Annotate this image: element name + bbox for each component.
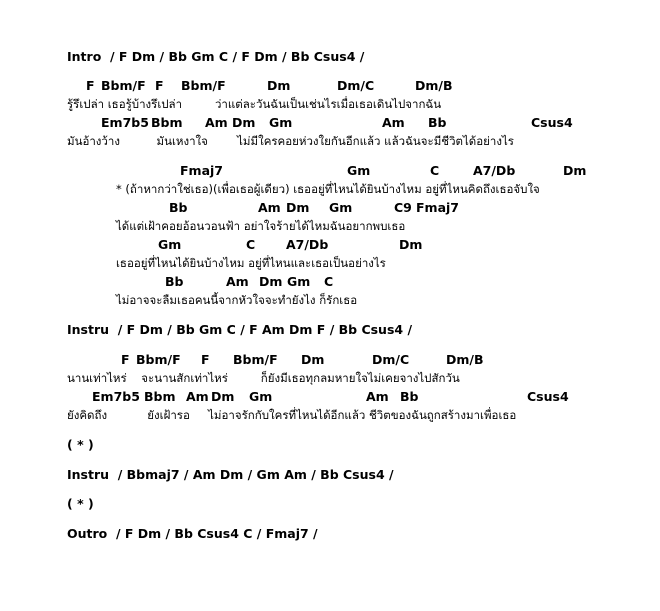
chord: Am [366,389,389,404]
chord: Gm [287,274,311,289]
outro-line: Outro / F Dm / Bb Csus4 C / Fmaj7 / [67,526,318,541]
chord: Bbm [144,389,176,404]
chord: Dm [286,200,310,215]
chord: Am [382,115,405,130]
instru-line: Instru / Bbmaj7 / Am Dm / Gm Am / Bb Csus4 / [67,467,394,482]
chord: Dm [232,115,256,130]
chord: Bb [428,115,447,130]
chord: Gm [249,389,273,404]
chord: Bbm/F [136,352,181,367]
chord: Csus4 [531,115,573,130]
chord: Dm [399,237,423,252]
chord: Bb [400,389,419,404]
chord: Bbm/F [181,78,226,93]
lyric-line: * (ถ้าหากว่าใช่เธอ)(เพื่อเธอผู้เดียว) เธออยู่ที่ไหนได้ยินบ้างไหม อยู่ที่ไหนคิดถึงเธอจับใจ [116,182,540,196]
chord: Dm/B [415,78,453,93]
intro-line: Intro / F Dm / Bb Gm C / F Dm / Bb Csus4 / [67,49,365,64]
chord: Csus4 [527,389,569,404]
chord: C [430,163,440,178]
chord: F [201,352,210,367]
chord: F [155,78,164,93]
chord: Bbm/F [233,352,278,367]
chord: Em7b5 [101,115,149,130]
chord: Em7b5 [92,389,140,404]
chord: A7/Db [286,237,329,252]
instru-line: Instru / F Dm / Bb Gm C / F Am Dm F / Bb Csus4 / [67,322,413,337]
chord: Dm [563,163,587,178]
chord: F [121,352,130,367]
chord: Dm [301,352,325,367]
chord: Am [186,389,209,404]
chord: Am [205,115,228,130]
chord: Gm [329,200,353,215]
lyric-line: รู้รึเปล่า เธอรู้บ้างรึเปล่า ว่าแต่ละวันฉันเป็นเช่นไรเมื่อเธอเดินไปจากฉัน [67,97,442,111]
chord: Dm [259,274,283,289]
chord: Bb [169,200,188,215]
chord: A7/Db [473,163,516,178]
chord: Bbm/F [101,78,146,93]
chord: Gm [158,237,182,252]
chord: Bbm [151,115,183,130]
chord: C9 [394,200,412,215]
lyric-line: ได้แต่เฝ้าคอยอ้อนวอนฟ้า อย่าใจร้ายได้ไหมฉันอยากพบเธอ [116,219,406,233]
chord: F [86,78,95,93]
chord: Dm/B [446,352,484,367]
chord: Dm/C [337,78,375,93]
chord: Fmaj7 [416,200,459,215]
repeat-marker: ( * ) [67,496,94,511]
chord: Dm [267,78,291,93]
chord: Dm/C [372,352,410,367]
repeat-marker: ( * ) [67,437,94,452]
chord: Dm [211,389,235,404]
chord: Fmaj7 [180,163,223,178]
lyric-line: ยังคิดถึง ยังเฝ้ารอ ไม่อาจรักกับใครที่ไหนได้อีกแล้ว ชีวิตของฉันถูกสร้างมาเพื่อเธอ [67,408,517,422]
lyric-line: มันอ้างว้าง มันเหงาใจ ไม่มีใครคอยห่วงใยกันอีกแล้ว แล้วฉันจะมีชีวิตได้อย่างไร [67,134,514,148]
lyric-line: เธออยู่ที่ไหนได้ยินบ้างไหม อยู่ที่ไหนและเธอเป็นอย่างไร [116,256,386,270]
chord: C [324,274,334,289]
lyric-line: นานเท่าไหร่ จะนานสักเท่าไหร่ ก็ยังมีเธอทุกลมหายใจไม่เคยจางไปสักวัน [67,371,460,385]
chord: Bb [165,274,184,289]
chord: C [246,237,256,252]
chord: Am [258,200,281,215]
chord: Am [226,274,249,289]
chord: Gm [269,115,293,130]
chord: Gm [347,163,371,178]
lyric-line: ไม่อาจจะลืมเธอคนนี้จากหัวใจจะทำยังไง ก็รักเธอ [116,293,358,307]
